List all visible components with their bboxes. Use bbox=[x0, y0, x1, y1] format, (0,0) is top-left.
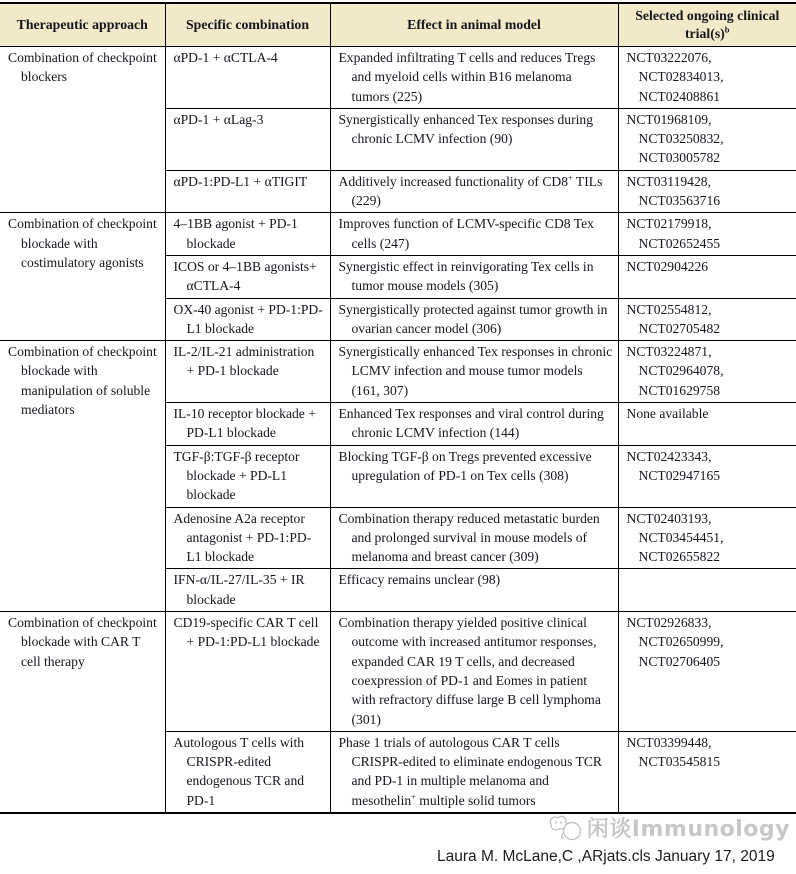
effect-text: Enhanced Tex responses and viral control during chronic LCMV infection (144) bbox=[338, 406, 604, 441]
trial-id: NCT01629758 bbox=[638, 382, 721, 398]
combination-cell bbox=[165, 170, 330, 213]
combination-cell bbox=[165, 612, 330, 732]
trials-cell bbox=[618, 170, 796, 213]
effect-cell bbox=[330, 298, 618, 341]
effect-cell bbox=[330, 731, 618, 813]
effect-text: Efficacy remains unclear (98) bbox=[338, 572, 501, 588]
approach-cell bbox=[0, 213, 165, 341]
table-row bbox=[0, 47, 796, 109]
trial-id: NCT02655822 bbox=[638, 549, 721, 565]
table-row bbox=[0, 612, 796, 732]
combination-cell bbox=[165, 445, 330, 507]
trial-id: NCT02403193, bbox=[626, 510, 712, 526]
trial-id: NCT02652455 bbox=[638, 235, 721, 251]
trial-id: NCT03563716 bbox=[638, 193, 721, 209]
header-effect-animal-model: Effect in animal model bbox=[330, 3, 618, 47]
effect-text: Phase 1 trials of autologous CAR T cells CRISPR-edited to eliminate endogenous TCR and PD-1 in multiple melanoma and mesothelin+ multiple solid tumors bbox=[338, 734, 602, 808]
combination-text: ICOS or 4–1BB agonists+ αCTLA-4 bbox=[173, 258, 317, 294]
trials-cell bbox=[618, 403, 796, 446]
trial-id: NCT03224871, bbox=[626, 344, 712, 360]
trial-id: NCT02904226 bbox=[626, 258, 709, 274]
header-row bbox=[0, 3, 796, 47]
trials-cell bbox=[618, 507, 796, 569]
trial-id: NCT02964078, bbox=[638, 363, 724, 379]
combination-text: 4–1BB agonist + PD-1 blockade bbox=[173, 216, 298, 251]
trial-id: NCT02650999, bbox=[638, 634, 724, 650]
trial-id: NCT03222076, bbox=[626, 50, 712, 65]
effect-cell bbox=[330, 507, 618, 569]
trial-id: NCT03119428, bbox=[626, 173, 711, 189]
effect-text: Improves function of LCMV-specific CD8 Tex cells (247) bbox=[338, 216, 594, 251]
combination-cell bbox=[165, 47, 330, 109]
trial-id: NCT02926833, bbox=[626, 615, 712, 631]
trial-id: NCT03250832, bbox=[638, 131, 724, 147]
trials-cell bbox=[618, 47, 796, 109]
trial-id: None available bbox=[626, 406, 709, 422]
trials-cell bbox=[618, 255, 796, 298]
effect-cell bbox=[330, 445, 618, 507]
header-clinical-trials: Selected ongoing clinical $trial(s)^b$ bbox=[618, 3, 796, 47]
trials-cell bbox=[618, 341, 796, 403]
combination-cell bbox=[165, 569, 330, 612]
combination-text: CD19-specific CAR T cell + PD-1:PD-L1 blockade bbox=[173, 615, 320, 650]
effect-cell bbox=[330, 108, 618, 170]
trial-id: NCT02706405 bbox=[638, 653, 721, 669]
mascot-face-icon bbox=[548, 814, 584, 842]
header-specific-combination: Specific combination bbox=[165, 3, 330, 47]
effect-text: Expanded infiltrating T cells and reduces Tregs and myeloid cells within B16 melanoma tumors (225) bbox=[338, 50, 596, 104]
effect-text: Synergistically protected against tumor growth in ovarian cancer model (306) bbox=[338, 301, 608, 336]
footer-credit: Laura M. McLane,C ,ARjats.cls January 17, 2019 bbox=[437, 848, 775, 865]
effect-cell bbox=[330, 569, 618, 612]
watermark-text: 闲谈Immunology bbox=[586, 817, 790, 842]
effect-cell bbox=[330, 47, 618, 109]
combination-cell bbox=[165, 731, 330, 813]
combination-cell bbox=[165, 255, 330, 298]
approach-cell bbox=[0, 47, 165, 213]
trial-id: NCT02947165 bbox=[638, 467, 721, 483]
effect-cell bbox=[330, 341, 618, 403]
header-therapeutic-approach: Therapeutic approach bbox=[0, 3, 165, 47]
combination-text: TGF-β:TGF-β receptor blockade + PD-L1 blockade bbox=[173, 448, 300, 503]
trials-cell bbox=[618, 213, 796, 256]
effect-text: Blocking TGF-β on Tregs prevented excessive upregulation of PD-1 on Tex cells (308) bbox=[338, 448, 592, 483]
combination-text: αPD-1 + αLag-3 bbox=[173, 111, 264, 127]
combination-cell bbox=[165, 298, 330, 341]
combination-cell bbox=[165, 507, 330, 569]
trials-cell bbox=[618, 612, 796, 732]
trial-id: NCT02834013, bbox=[638, 69, 724, 85]
effect-text: Combination therapy yielded positive clinical outcome with increased antitumor responses, expanded CAR 19 T cells, and decreased coexpression of PD-1 and Eomes in patient with refractory diffuse large B cell lymphoma (301) bbox=[338, 615, 601, 727]
trial-id: NCT03005782 bbox=[638, 150, 721, 166]
combination-text: αPD-1:PD-L1 + αTIGIT bbox=[173, 173, 308, 189]
combination-text: IFN-α/IL-27/IL-35 + IR blockade bbox=[173, 572, 305, 607]
table-header bbox=[0, 3, 796, 47]
effect-cell bbox=[330, 403, 618, 446]
effect-text: Additively increased functionality of CD8+ TILs (229) bbox=[338, 172, 603, 209]
combination-text: IL-2/IL-21 administration + PD-1 blockade bbox=[173, 344, 315, 379]
effect-text: Synergistically enhanced Tex responses during chronic LCMV infection (90) bbox=[338, 111, 594, 147]
approach-text: Combination of checkpoint blockers bbox=[8, 50, 157, 85]
therapy-combination-table bbox=[0, 2, 796, 814]
trials-cell bbox=[618, 731, 796, 813]
trials-cell bbox=[618, 569, 796, 612]
combination-cell bbox=[165, 403, 330, 446]
effect-cell bbox=[330, 213, 618, 256]
trial-id: NCT03454451, bbox=[638, 529, 724, 545]
approach-text: Combination of checkpoint blockade with CAR T cell therapy bbox=[8, 615, 157, 669]
combination-cell bbox=[165, 341, 330, 403]
trial-id: NCT01968109, bbox=[626, 111, 712, 127]
trial-id: NCT02423343, bbox=[626, 448, 712, 464]
approach-text: Combination of checkpoint blockade with costimulatory agonists bbox=[8, 216, 157, 270]
effect-text: Synergistically enhanced Tex responses in chronic LCMV infection and mouse tumor models (161, 307) bbox=[338, 344, 613, 398]
table-row bbox=[0, 213, 796, 256]
trials-cell bbox=[618, 108, 796, 170]
combination-text: OX-40 agonist + PD-1:PD-L1 blockade bbox=[173, 301, 323, 336]
effect-text: Synergistic effect in reinvigorating Tex cells in tumor mouse models (305) bbox=[338, 258, 594, 294]
approach-text: Combination of checkpoint blockade with manipulation of soluble mediators bbox=[8, 344, 157, 418]
trial-id: NCT03399448, bbox=[626, 734, 712, 750]
trial-id: NCT02408861 bbox=[638, 88, 721, 104]
approach-cell bbox=[0, 612, 165, 813]
watermark bbox=[548, 812, 790, 843]
trial-id: NCT02554812, bbox=[626, 301, 712, 317]
combination-text: IL-10 receptor blockade + PD-L1 blockade bbox=[173, 406, 316, 441]
trials-cell bbox=[618, 298, 796, 341]
combination-text: αPD-1 + αCTLA-4 bbox=[173, 50, 278, 65]
table-body bbox=[0, 47, 796, 813]
trial-id: NCT02179918, bbox=[626, 216, 712, 232]
effect-cell bbox=[330, 612, 618, 732]
effect-cell bbox=[330, 170, 618, 213]
approach-cell bbox=[0, 341, 165, 612]
effect-text: Combination therapy reduced metastatic burden and prolonged survival in mouse models of melanoma and breast cancer (309) bbox=[338, 510, 600, 565]
table-row bbox=[0, 341, 796, 403]
combination-cell bbox=[165, 213, 330, 256]
trial-id: NCT02705482 bbox=[638, 320, 721, 336]
combination-cell bbox=[165, 108, 330, 170]
trial-id: NCT03545815 bbox=[638, 754, 721, 770]
combination-text: Autologous T cells with CRISPR-edited endogenous TCR and PD-1 bbox=[173, 734, 305, 808]
combination-text: Adenosine A2a receptor antagonist + PD-1:PD-L1 blockade bbox=[173, 510, 312, 565]
trials-cell bbox=[618, 445, 796, 507]
effect-cell bbox=[330, 255, 618, 298]
